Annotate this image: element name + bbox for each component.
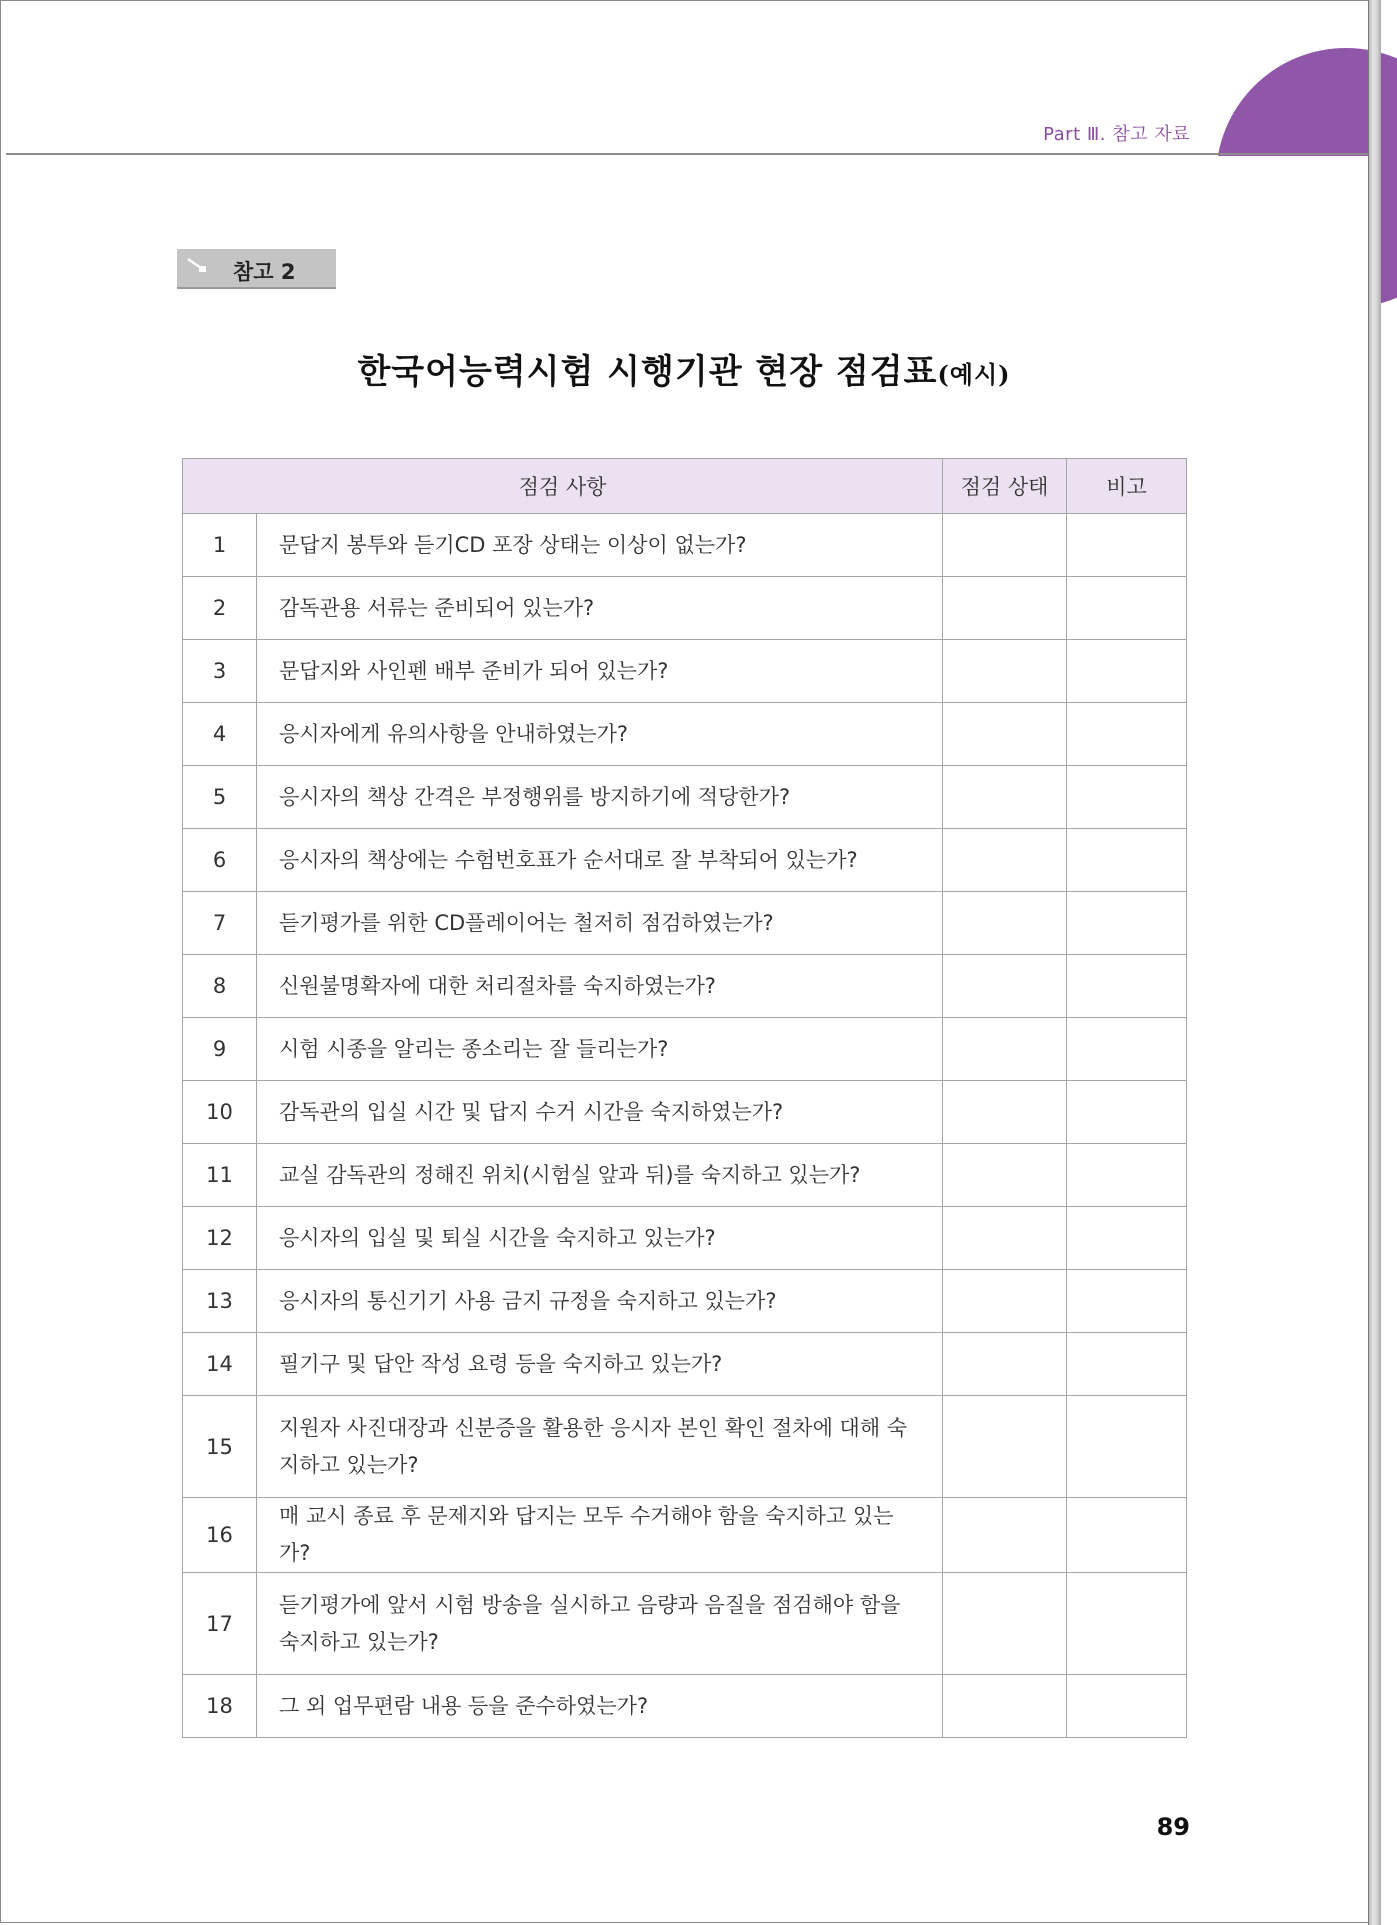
running-head: Part Ⅲ. 참고 자료 (1043, 124, 1190, 145)
row-remarks-cell[interactable] (1067, 640, 1187, 703)
row-check-item: 응시자의 책상에는 수험번호표가 순서대로 잘 부착되어 있는가? (257, 829, 943, 892)
row-remarks-cell[interactable] (1067, 1207, 1187, 1270)
row-remarks-cell[interactable] (1067, 955, 1187, 1018)
row-status-cell[interactable] (943, 829, 1067, 892)
row-status-cell[interactable] (943, 1081, 1067, 1144)
table-row (183, 577, 1187, 640)
row-status-cell[interactable] (943, 1675, 1067, 1738)
row-number: 8 (183, 955, 257, 1018)
row-check-item: 문답지 봉투와 듣기CD 포장 상태는 이상이 없는가? (257, 514, 943, 577)
title-suffix: (예시) (937, 360, 1011, 389)
row-remarks-cell[interactable] (1067, 1573, 1187, 1675)
header-divider (6, 153, 1368, 155)
row-check-item: 교실 감독관의 정해진 위치(시험실 앞과 뒤)를 숙지하고 있는가? (257, 1144, 943, 1207)
row-status-cell[interactable] (943, 892, 1067, 955)
row-check-item: 필기구 및 답안 작성 요령 등을 숙지하고 있는가? (257, 1333, 943, 1396)
row-status-cell[interactable] (943, 1333, 1067, 1396)
row-remarks-cell[interactable] (1067, 1270, 1187, 1333)
table-row (183, 1270, 1187, 1333)
row-status-cell[interactable] (943, 1270, 1067, 1333)
row-remarks-cell[interactable] (1067, 514, 1187, 577)
row-status-cell[interactable] (943, 1498, 1067, 1573)
row-number: 11 (183, 1144, 257, 1207)
row-number: 12 (183, 1207, 257, 1270)
row-number: 4 (183, 703, 257, 766)
row-remarks-cell[interactable] (1067, 1396, 1187, 1498)
row-remarks-cell[interactable] (1067, 892, 1187, 955)
row-status-cell[interactable] (943, 703, 1067, 766)
row-number: 5 (183, 766, 257, 829)
row-check-item: 신원불명확자에 대한 처리절차를 숙지하였는가? (257, 955, 943, 1018)
table-row (183, 1207, 1187, 1270)
page-number: 89 (1156, 1813, 1190, 1841)
row-check-item: 문답지와 사인펜 배부 준비가 되어 있는가? (257, 640, 943, 703)
page-edge-shadow (1368, 0, 1381, 1925)
row-number: 1 (183, 514, 257, 577)
table-row (183, 1144, 1187, 1207)
table-row (183, 829, 1187, 892)
row-number: 10 (183, 1081, 257, 1144)
row-status-cell[interactable] (943, 1573, 1067, 1675)
column-header-remarks: 비고 (1067, 459, 1187, 514)
checklist-body (183, 514, 1187, 1738)
row-status-cell[interactable] (943, 514, 1067, 577)
row-status-cell[interactable] (943, 640, 1067, 703)
column-header-item: 점검 사항 (183, 459, 943, 514)
table-row (183, 892, 1187, 955)
row-status-cell[interactable] (943, 1207, 1067, 1270)
row-check-item: 응시자의 통신기기 사용 금지 규정을 숙지하고 있는가? (257, 1270, 943, 1333)
row-check-item: 그 외 업무편람 내용 등을 준수하였는가? (257, 1675, 943, 1738)
row-remarks-cell[interactable] (1067, 1144, 1187, 1207)
row-number: 18 (183, 1675, 257, 1738)
row-remarks-cell[interactable] (1067, 1675, 1187, 1738)
row-check-item: 응시자의 입실 및 퇴실 시간을 숙지하고 있는가? (257, 1207, 943, 1270)
row-check-item: 듣기평가를 위한 CD플레이어는 철저히 점검하였는가? (257, 892, 943, 955)
arrow-icon (187, 258, 207, 274)
row-remarks-cell[interactable] (1067, 1333, 1187, 1396)
row-number: 15 (183, 1396, 257, 1498)
row-number: 9 (183, 1018, 257, 1081)
table-row (183, 1333, 1187, 1396)
table-row (183, 1573, 1187, 1675)
row-remarks-cell[interactable] (1067, 1498, 1187, 1573)
row-status-cell[interactable] (943, 766, 1067, 829)
table-row (183, 766, 1187, 829)
row-number: 13 (183, 1270, 257, 1333)
row-status-cell[interactable] (943, 1144, 1067, 1207)
table-row (183, 955, 1187, 1018)
row-remarks-cell[interactable] (1067, 1018, 1187, 1081)
row-number: 7 (183, 892, 257, 955)
reference-tag (177, 249, 336, 289)
row-status-cell[interactable] (943, 955, 1067, 1018)
table-row (183, 1018, 1187, 1081)
row-check-item: 시험 시종을 알리는 종소리는 잘 들리는가? (257, 1018, 943, 1081)
table-header-row (183, 459, 1187, 514)
table-row (183, 1396, 1187, 1498)
tab-mask (1180, 156, 1380, 356)
row-number: 2 (183, 577, 257, 640)
row-check-item: 응시자의 책상 간격은 부정행위를 방지하기에 적당한가? (257, 766, 943, 829)
row-check-item: 응시자에게 유의사항을 안내하였는가? (257, 703, 943, 766)
column-header-status: 점검 상태 (943, 459, 1067, 514)
checklist-table (182, 458, 1187, 1738)
row-number: 17 (183, 1573, 257, 1675)
row-remarks-cell[interactable] (1067, 577, 1187, 640)
table-row (183, 703, 1187, 766)
table-row (183, 1081, 1187, 1144)
row-remarks-cell[interactable] (1067, 766, 1187, 829)
table-row (183, 1498, 1187, 1573)
row-status-cell[interactable] (943, 577, 1067, 640)
row-check-item: 지원자 사진대장과 신분증을 활용한 응시자 본인 확인 절차에 대해 숙지하고 있는가? (257, 1396, 943, 1498)
row-status-cell[interactable] (943, 1396, 1067, 1498)
row-number: 6 (183, 829, 257, 892)
row-number: 3 (183, 640, 257, 703)
page-title (0, 344, 1368, 393)
table-row (183, 1675, 1187, 1738)
row-remarks-cell[interactable] (1067, 829, 1187, 892)
row-status-cell[interactable] (943, 1018, 1067, 1081)
row-check-item: 듣기평가에 앞서 시험 방송을 실시하고 음량과 음질을 점검해야 함을 숙지하고 있는가? (257, 1573, 943, 1675)
table-row (183, 514, 1187, 577)
row-remarks-cell[interactable] (1067, 703, 1187, 766)
reference-tag-label: 참고 2 (233, 260, 296, 284)
title-main: 한국어능력시험 시행기관 현장 점검표 (357, 352, 938, 392)
row-number: 14 (183, 1333, 257, 1396)
row-check-item: 감독관의 입실 시간 및 답지 수거 시간을 숙지하였는가? (257, 1081, 943, 1144)
row-check-item: 매 교시 종료 후 문제지와 답지는 모두 수거해야 함을 숙지하고 있는가? (257, 1498, 943, 1573)
table-row (183, 640, 1187, 703)
row-number: 16 (183, 1498, 257, 1573)
row-remarks-cell[interactable] (1067, 1081, 1187, 1144)
row-check-item: 감독관용 서류는 준비되어 있는가? (257, 577, 943, 640)
